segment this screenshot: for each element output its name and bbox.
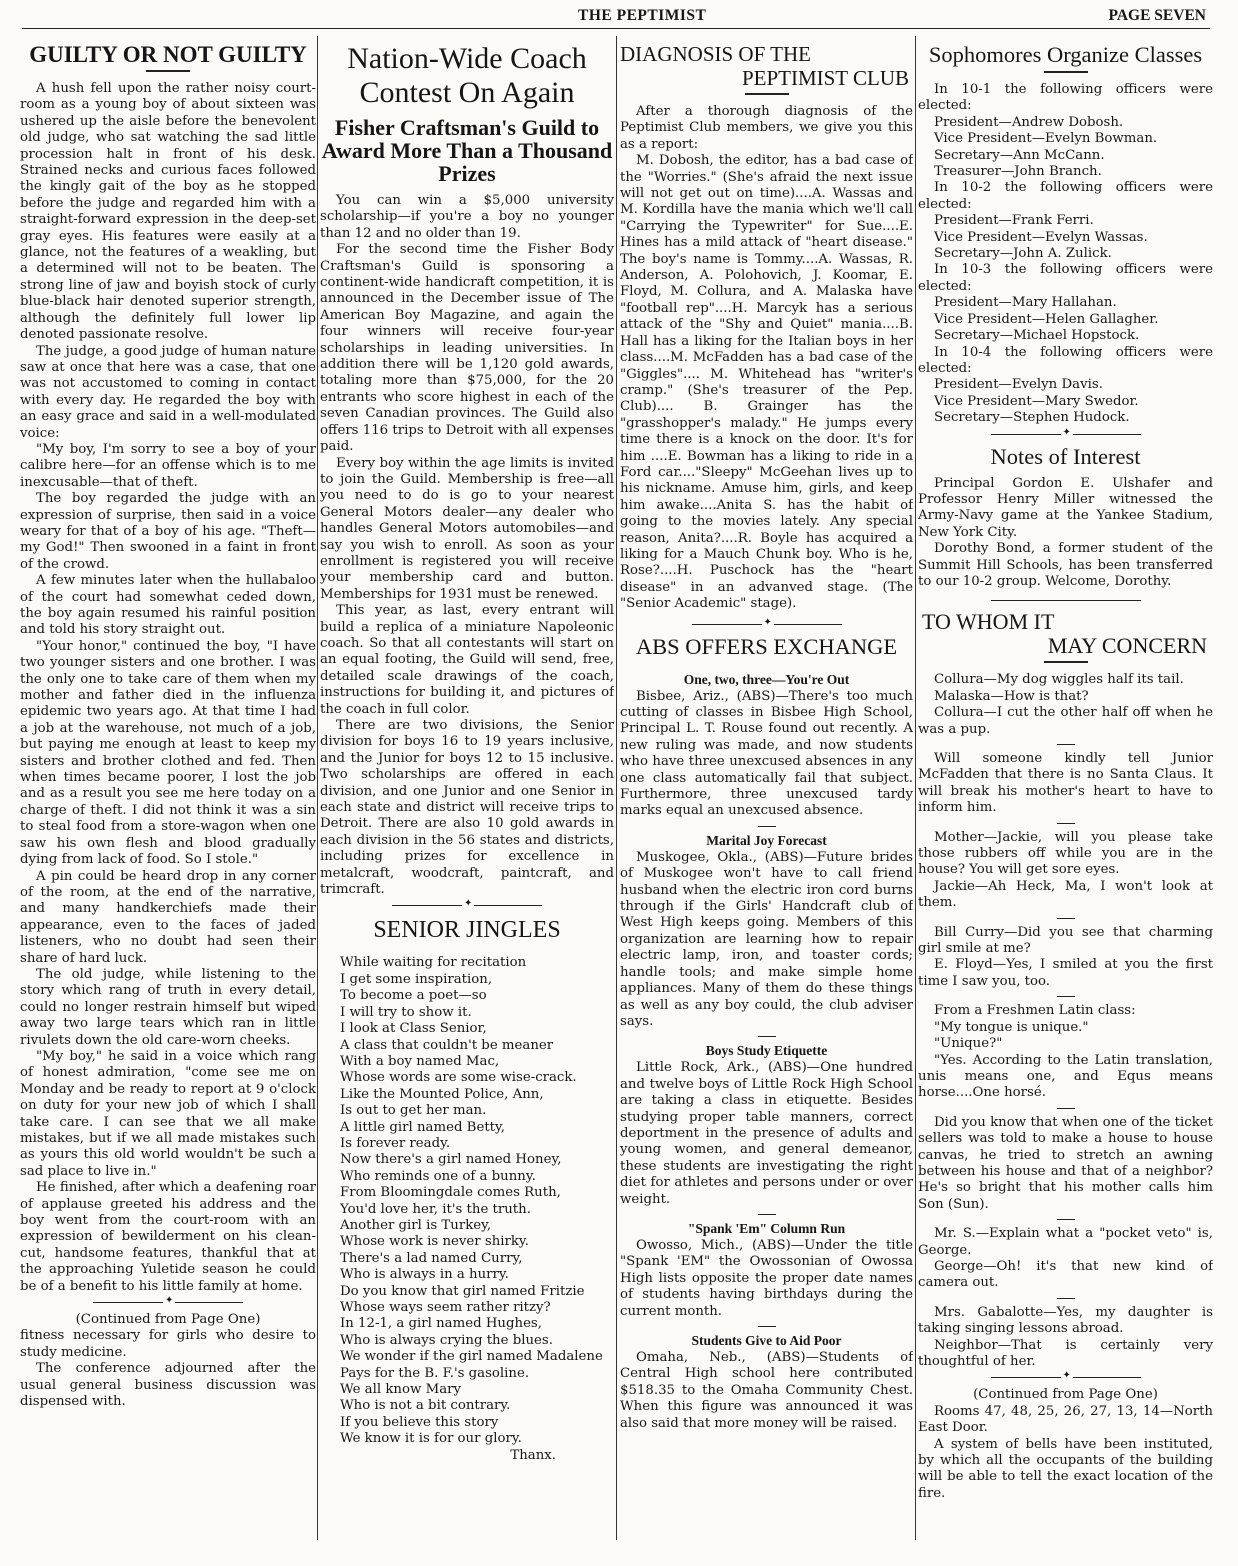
divider	[1057, 1219, 1075, 1220]
officer: Secretary—Michael Hopstock.	[934, 328, 1140, 344]
paragraph: Every boy within the age limits is invited to join the Guild. Membership is free—all you need to do is go to your nearest General Motors dealer—any dealer who handles General Motors automobiles—and say you wish to enroll. As soon as your enrollment is registered you will receive your membership card and button. Memberships for 1931 must be renewed.	[320, 455, 614, 602]
joke-line: Collura—I cut the other half off when he was a pup.	[918, 705, 1213, 737]
column-2	[320, 42, 614, 1566]
paragraph: The old judge, while listening to the story which rang of truth in every detail, could no longer restrain himself but wiped away two large tears which ran in little rivulets down the old care-worn cheeks.	[20, 966, 316, 1048]
paragraph: Dorothy Bond, a former student of the Summit Hill Schools, has been transferred to our 10-2 group. Welcome, Dorothy.	[918, 541, 1213, 589]
continued-label: (Continued from Page One)	[973, 1387, 1158, 1403]
officer: Vice President—Evelyn Wassas.	[934, 229, 1148, 245]
news-item-title: Boys Study Etiquette	[705, 1043, 828, 1059]
class-intro: In 10-3 the following officers were elected:	[918, 262, 1213, 294]
class-intro: In 10-4 the following officers were elected:	[918, 344, 1213, 376]
divider	[758, 1326, 776, 1327]
subheadline: Fisher Craftsman's Guild to Award More Than a Thousand Prizes	[321, 115, 613, 186]
joke-line: Mother—Jackie, will you please take those rubbers off while you are in the house? You will get sore eyes.	[918, 829, 1213, 878]
paragraph: fitness necessary for girls who desire to study medicine.	[20, 1328, 316, 1360]
continued-label: (Continued from Page One)	[75, 1312, 261, 1328]
concern-headline-line-1: TO WHOM IT	[922, 609, 1055, 635]
joke-line: E. Floyd—Yes, I smiled at you the first time I saw you, too.	[918, 957, 1213, 989]
verse-line: Do you know that girl named Fritzie	[340, 1283, 585, 1299]
column-rule	[616, 36, 617, 1540]
verse-line: A class that couldn't be meaner	[340, 1037, 554, 1053]
verse-line: Who reminds one of a bunny.	[340, 1168, 536, 1184]
divider	[1057, 996, 1075, 997]
paragraph: The judge, a good judge of human nature saw at once that here was a case, that one was not accustomed to coming in contact with every day. He regarded the boy with an easy grace and said in a well-modulated voice:	[20, 343, 316, 441]
joke-line: Jackie—Ah Heck, Ma, I won't look at them.	[918, 878, 1213, 911]
verse-line: Now there's a girl named Honey,	[340, 1152, 562, 1168]
paragraph: A system of bells have been instituted, by which all the occupants of the building will be able to tell the exact location of the fire.	[918, 1436, 1213, 1501]
verse-line: I will try to show it.	[340, 1004, 472, 1020]
headline-line-1: Nation-Wide Coach	[347, 42, 587, 75]
divider	[758, 1036, 776, 1037]
verse-signoff: Thanx.	[510, 1447, 556, 1463]
paragraph: A pin could be heard drop in any corner of the room, at the end of the narrative, and many handkerchiefs made their appearance, even to the faces of jaded listeners, who no doubt had seen their share of hard luck.	[20, 868, 316, 966]
officer: Secretary—Ann McCann.	[934, 147, 1105, 163]
paragraph: Rooms 47, 48, 25, 26, 27, 13, 14—North East Door.	[918, 1403, 1213, 1436]
joke-line: "My tongue is unique."	[934, 1019, 1089, 1035]
divider	[1057, 744, 1075, 745]
officer: President—Andrew Dobosh.	[934, 114, 1124, 130]
paragraph: For the second time the Fisher Body Craftsman's Guild is sponsoring a continent-wide handicraft competition, it is announced in the December issue of The American Boy Magazine, and again the four winners will receive four-year scholarships in leading universities. In addition there will be 1,120 gold awards, totaling more than $75,000, for the 20 entrants who score highest in each of the seven Canadian provinces. The Guild also offers 116 trips to Detroit with all expenses paid.	[320, 242, 614, 455]
news-item-text: Owosso, Mich., (ABS)—Under the title "Spank 'EM" the Owossonian of Owossa High lists opposite the proper date names of students having birthdays during the current month.	[620, 1237, 913, 1319]
headline-line-2: PEPTIMIST CLUB	[741, 66, 909, 90]
notes-headline: Notes of Interest	[990, 443, 1141, 469]
news-item-title: One, two, three—You're Out	[683, 671, 850, 687]
verse-line: We know it is for our glory.	[340, 1431, 522, 1447]
verse-line: To become a poet—so	[340, 988, 487, 1004]
joke-line: "Yes. According to the Latin translation, unis means one, and Equs means horse....One horsé.	[918, 1052, 1213, 1101]
verse-line: Who is always crying the blues.	[340, 1332, 553, 1348]
divider	[1057, 1108, 1075, 1109]
column-3	[620, 42, 913, 1566]
verse-line: Is out to get her man.	[340, 1103, 487, 1119]
officer: President—Evelyn Davis.	[934, 377, 1103, 393]
paragraph: This year, as last, every entrant will build a replica of a miniature Napoleonic coach. So that all contestants will start on an equal footing, the Guild will send, free, detailed scale drawings of the coach, instructions for building it, and pictures of the coach in full color.	[320, 603, 614, 717]
paper-title: THE PEPTIMIST	[578, 7, 707, 24]
joke-line: Bill Curry—Did you see that charming girl smile at me?	[918, 924, 1213, 957]
column-rule	[317, 36, 318, 1540]
jingles-verse	[320, 955, 614, 1464]
officer-list	[918, 377, 1213, 426]
news-item-text: Omaha, Neb., (ABS)—Students of Central High school here contributed $518.35 to the Omaha Community Chest. When this figure was announced it was also said that more money will be raised.	[620, 1350, 913, 1431]
joke-line: Malaska—How is that?	[934, 688, 1089, 704]
class-intro: In 10-1 the following officers were elected:	[918, 82, 1213, 114]
joke-line: Did you know that when one of the ticket sellers was told to make a house to house canvas, he tried to stretch an awning between his house and that of a neighbor? He's so bright that his mother calls him Son (Sun).	[918, 1114, 1213, 1212]
joke-line: Will someone kindly tell Junior McFadden that there is no Santa Claus. It will break his mother's heart to have to inform him.	[918, 751, 1213, 816]
verse-line: We all know Mary	[340, 1382, 461, 1398]
ornament-divider: ✦	[692, 622, 842, 628]
divider	[745, 93, 789, 95]
column-1	[20, 42, 316, 1566]
news-item-title: "Spank 'Em" Column Run	[687, 1220, 846, 1236]
divider	[1044, 661, 1088, 663]
officer: Secretary—Stephen Hudock.	[934, 410, 1130, 426]
paragraph: He finished, after which a deafening roar of applause greeted his address and the boy went from the court-room with an expression of bewilderment on his clean-cut, handsome features, thankful that at the approaching Yuletide season he could be of a benefit to his little family at home.	[20, 1180, 316, 1294]
verse-line: Like the Mounted Police, Ann,	[340, 1086, 544, 1102]
verse-line: Whose work is never shirky.	[340, 1234, 529, 1250]
paragraph: After a thorough diagnosis of the Peptimist Club members, we give you this as a report:	[620, 104, 913, 152]
column-rule	[915, 36, 916, 1540]
verse-line: A little girl named Betty,	[340, 1119, 505, 1135]
column-4	[918, 42, 1213, 1566]
officer-list	[918, 213, 1213, 262]
ornament-divider: ✦	[93, 1300, 243, 1306]
paragraph: You can win a $5,000 university scholarship—if you're a boy no younger than 12 and no older than 19.	[320, 193, 614, 241]
divider	[758, 826, 776, 827]
verse-line: You'd love her, it's the truth.	[340, 1201, 531, 1217]
divider	[758, 1214, 776, 1215]
officer-list	[918, 115, 1213, 181]
verse-line: From Bloomingdale comes Ruth,	[340, 1185, 561, 1201]
verse-line: Who is always in a hurry.	[340, 1267, 509, 1283]
officer: Secretary—John A. Zulick.	[934, 246, 1112, 262]
joke-line: Neighbor—That is certainly very thoughtful of her.	[918, 1337, 1213, 1369]
verse-line: Whose ways seem rather ritzy?	[340, 1300, 551, 1315]
news-item-title: Marital Joy Forecast	[706, 832, 827, 848]
news-item-text: Bisbee, Ariz., (ABS)—There's too much cutting of classes in Bisbee High School, Principal L. T. Rouse found out recently. A new ruling was made, and now students who have three unexcused absences in any one class automatically fail that subject. Furthermore, three unexcused tardy marks equal an unexcused absence.	[620, 688, 913, 819]
verse-line: There's a lad named Curry,	[340, 1250, 523, 1266]
verse-line: Another girl is Turkey,	[340, 1217, 492, 1233]
verse-line: Whose words are some wise-crack.	[340, 1070, 577, 1086]
paragraph: A few minutes later when the hullabaloo of the court had somewhat ceded down, the boy again resumed his rainful position and told his story straight out.	[20, 573, 316, 638]
verse-line: I look at Class Senior,	[340, 1021, 487, 1037]
ornament-divider: ✦	[392, 903, 542, 909]
paragraph: The boy regarded the judge with an expression of surprise, then said in a voice weary for that of a boy of his age. "Theft— my God!" Then swooned in a faint in front of the crowd.	[20, 491, 316, 572]
page-number: PAGE SEVEN	[1108, 7, 1206, 24]
article-headline: Sophomores Organize Classes	[928, 42, 1203, 67]
divider	[991, 598, 1141, 604]
abs-headline: ABS OFFERS EXCHANGE	[635, 633, 898, 659]
verse-line: If you believe this story	[340, 1414, 499, 1430]
verse-line: Is forever ready.	[340, 1135, 451, 1151]
concern-headline-line-2: MAY CONCERN	[1047, 633, 1207, 659]
ornament-divider: ✦	[991, 1375, 1141, 1381]
divider	[1057, 823, 1075, 824]
divider	[1057, 1298, 1075, 1299]
joke-line: George—Oh! it's that new kind of camera out.	[918, 1258, 1213, 1291]
verse-line: We wonder if the girl named Madalene	[340, 1349, 603, 1365]
masthead	[22, 4, 1210, 29]
officer: Vice President—Helen Gallagher.	[934, 311, 1159, 327]
headline-line-2: Contest On Again	[359, 76, 575, 109]
officer: Treasurer—John Branch.	[934, 164, 1102, 180]
divider	[1057, 918, 1075, 919]
joke-line: Mr. S.—Explain what a "pocket veto" is, George.	[918, 1226, 1213, 1258]
paragraph: M. Dobosh, the editor, has a bad case of the "Worries." (She's afraid the next issue will not get out on time)....A. Wassas and M. Kordilla have the mania which we'll call "Carrying the Typewriter" for Sue....E. Hines has a mild attack of "heart disease." The boy's name is Tommy....A. Wassas, R. Anderson, A. Polohovich, J. Koomar, E. Floyd, M. Collura, and A. Malaska have "football rep"....H. Marcyk has a serious attack of the "Shy and Quiet" mania....B. Hall has a liking for the Italian boys in her class....M. McFadden has a bad case of the "Giggles".... M. Whitehead has "writer's cramp." (She's treasurer of the Pep. Club).... B. Grainger has the "grasshopper's malady." He jumps every time there is a knock on the door. It's for him ....E. Bowman has a liking to ride in a Ford car...."Sleepy" McGeehan lives up to his nickname. Amuse him, girls, and keep him awake....Anita S. has the habit of going to the movies lately. Any special reason, Anita?....R. Boyle has acquired a liking for a Mauch Chunk boy. Who is he, Rose?....H. Puschock has the "heart disease" in an advanved stage. (The "Senior Academic" stage).	[620, 153, 913, 612]
joke-line: Mrs. Gabalotte—Yes, my daughter is taking singing lessons abroad.	[918, 1304, 1213, 1337]
officer: President—Frank Ferri.	[934, 213, 1094, 229]
officer: Vice President—Evelyn Bowman.	[934, 131, 1158, 147]
divider	[146, 70, 190, 72]
paragraph: The conference adjourned after the usual general business discussion was dispensed with.	[20, 1361, 316, 1410]
officer: Vice President—Mary Swedor.	[934, 393, 1139, 409]
officer-list	[918, 295, 1213, 344]
paragraph: Principal Gordon E. Ulshafer and Professor Henry Miller witnessed the Army-Navy game at the Yankee Stadium, New York City.	[918, 475, 1213, 540]
paragraph: There are two divisions, the Senior division for boys 16 to 19 years inclusive, and the Junior for boys 12 to 15 inclusive. Two scholarships are offered in each division, and one Junior and one Senior in each state and district will receive trips to Detroit. There are also 10 gold awards in each division in the 56 states and districts, including prizes for excellence in metalcraft, woodcraft, paintcraft, and trimcraft.	[320, 718, 614, 898]
verse-line: I get some inspiration,	[340, 971, 493, 987]
class-intro: In 10-2 the following officers were elected:	[918, 180, 1213, 212]
paragraph: A hush fell upon the rather noisy court-room as a young boy of about sixteen was ushered up the aisle before the benevolent old judge, who sat watching the sad little procession halt in front of his desk. Strained necks and curious faces followed the kingly gait of the boy as he stopped before the judge and regarded him with a straight-forward expression in the deep-set gray eyes. His features were easily at a glance, not the features of a weakling, but a determined will not to be beaten. The strong line of jaw and boyish stock of curly blue-black hair denoted superior strength, although the definitely full lower lip denoted passionate resolve.	[20, 81, 316, 343]
joke-line: Collura—My dog wiggles half its tail.	[934, 672, 1184, 688]
news-item-text: Little Rock, Ark., (ABS)—One hundred and twelve boys of Little Rock High School are taking a class in etiquette. Besides studying proper table manners, correct deportment in the presence of adults and young women, and general demeanor, these students are investigating the right diet for athletes and persons under or over weight.	[620, 1060, 913, 1207]
news-item-text: Muskogee, Okla., (ABS)—Future brides of Muskogee won't have to call friend husband when the electric iron cord burns through if the Girls' Handcraft club of West High keeps going. Members of this organization are learning how to repair electric lamp, iron, and toaster cords; handle tools; and make simple home appliances. Many of them do these things as well as any boy could, the club adviser says.	[620, 849, 913, 1029]
paragraph: "Your honor," continued the boy, "I have two younger sisters and one brother. I was the only one to take care of them when my mother and father died in the influenza epidemic two years ago. At that time I had a job at the warehouse, not much of a job, but paying me enough at least to keep my sisters and brother clothed and fed. Then when times became poorer, I lost the job and as a result you see me here today on a charge of theft. I did not think it was a sin to steal food from a store-wagon when one saw his own flesh and blood gradually dying from lack of food. So I stole."	[20, 638, 316, 868]
verse-line: While waiting for recitation	[340, 955, 527, 971]
news-item-title: Students Give to Aid Poor	[691, 1333, 842, 1348]
paragraph: "My boy," he said in a voice which rang of honest admiration, "come see me on Monday and be ready to report at 9 o'clock on duty for your new job of which I shall take care. I can see that we all make mistakes, but if we all made mistakes such as yours this old world wouldn't be such a sad place to live in."	[20, 1048, 316, 1179]
article-body	[20, 81, 316, 1295]
divider	[1044, 71, 1088, 73]
ornament-divider: ✦	[991, 432, 1141, 438]
officer: President—Mary Hallahan.	[934, 295, 1117, 311]
verse-line: Who is not a bit contrary.	[340, 1398, 511, 1414]
joke-line: From a Freshmen Latin class:	[934, 1003, 1136, 1019]
paragraph: "My boy, I'm sorry to see a boy of your calibre here—for an offense which is to me inexcusable—that of theft.	[20, 441, 316, 490]
jingles-headline: SENIOR JINGLES	[373, 917, 561, 944]
headline-line-1: DIAGNOSIS OF THE	[620, 42, 811, 66]
verse-line: Pays for the B. F.'s gasoline.	[340, 1365, 530, 1381]
verse-line: In 12-1, a girl named Hughes,	[340, 1316, 542, 1332]
article-headline: GUILTY OR NOT GUILTY	[29, 42, 307, 67]
joke-line: "Unique?"	[934, 1036, 1003, 1052]
verse-line: With a boy named Mac,	[340, 1053, 500, 1069]
